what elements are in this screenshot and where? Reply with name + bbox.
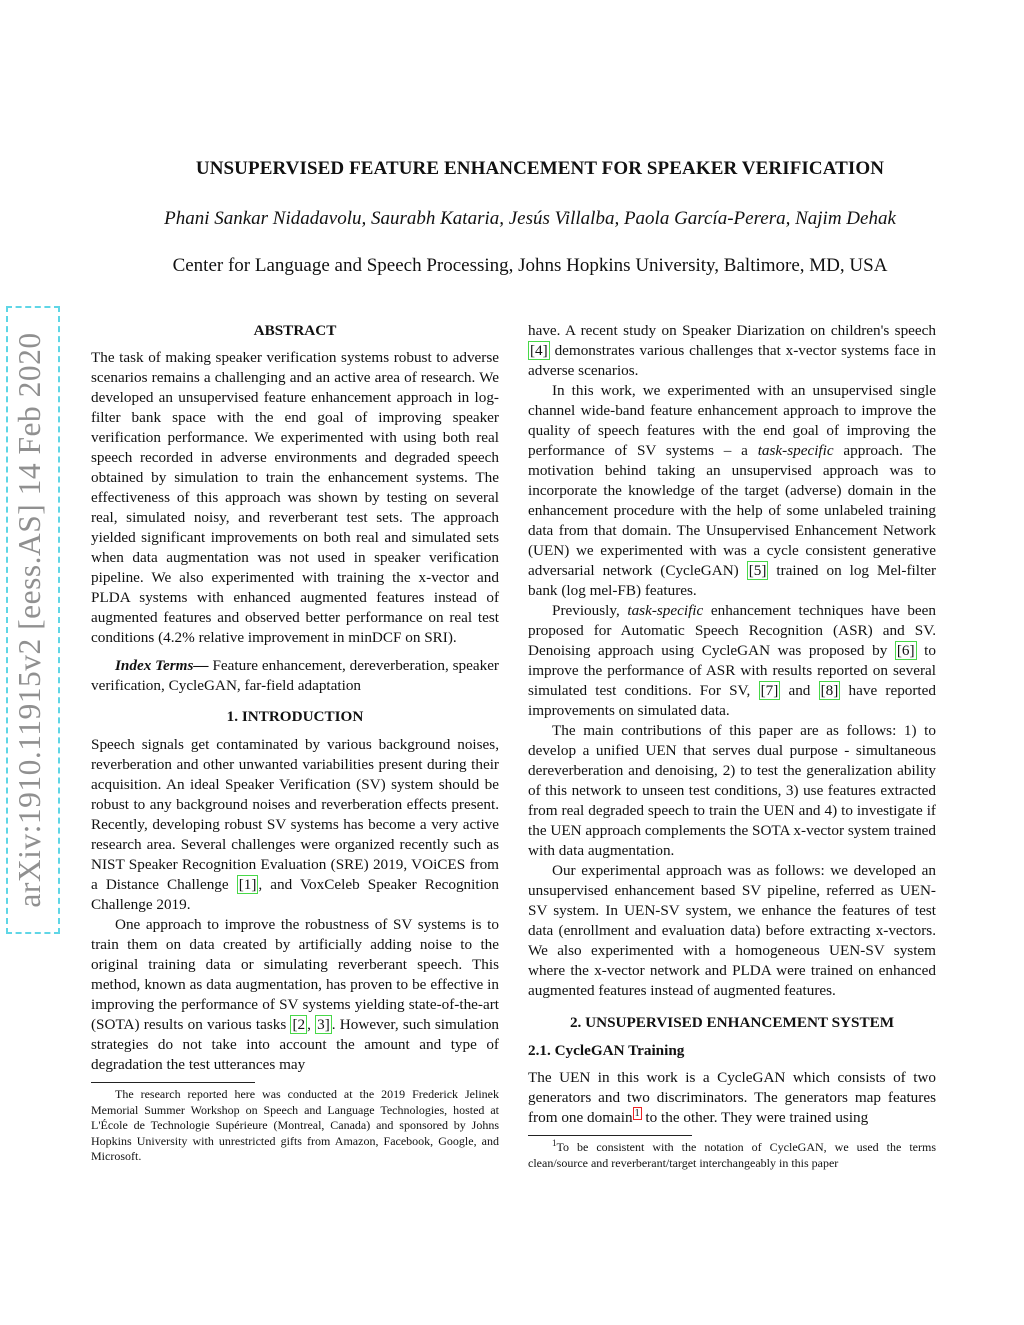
abstract-text: The task of making speaker verification systems robust to adverse scenarios remains a challenging and an active area of research. We developed an unsupervised feature enhancement approach in log-filter bank space with the end goal of improving speaker verification performance. We experimented with using both real speech recorded in adverse environments and degraded speech obtained by simulation to train the enhancement systems. The effectiveness of this approach was shown by testing on several real, simulated noisy, and reverberant test sets. The approach yielded significant improvements on both real and simulated sets when data augmentation was not used in speaker verification pipeline. We also experimented with training the x-vector and PLDA systems with enhanced augmented features instead of augmented features and observed better performance on real test conditions (4.2% relative improvement in minDCF on SRI). bbox=[91, 349, 499, 646]
citation-link[interactable]: [5] bbox=[748, 562, 767, 579]
footnote-marker[interactable]: 1 bbox=[634, 1107, 640, 1119]
right-paragraph-6: The UEN in this work is a CycleGAN which consists of two generators and two discriminators. The generators map features from one domain $^1$ to the other. They were trained using bbox=[528, 1069, 936, 1126]
right-column bbox=[528, 321, 936, 1171]
right-paragraph-2: In this work, we experimented with an unsupervised single channel wide-band feature enhancement approach to improve the quality of speech features with the end goal of improving the performance of SV systems – a task-specific approach. The motivation behind taking an unsupervised approach was to incorporate the knowledge of the target (adverse) domain in the enhancement procedure with the help of some unlabeled training data from that domain. The Unsupervised Enhancement Network (UEN) we experimented with was a cycle consistent generative adversarial network (CycleGAN) [5] trained on log Mel-filter bank (log mel-FB) features. bbox=[528, 382, 936, 599]
arxiv-identifier: arXiv:1910.11915v2 [eess.AS] 14 Feb 2020 bbox=[12, 332, 47, 908]
footnote-rule bbox=[528, 1135, 692, 1136]
citation-link[interactable]: [7] bbox=[760, 682, 779, 699]
abstract-heading: ABSTRACT bbox=[253, 322, 337, 339]
left-column bbox=[91, 321, 499, 1165]
index-terms bbox=[91, 656, 499, 696]
author-list: Phani Sankar Nidadavolu, Saurabh Kataria, Jesús Villalba, Paola García-Perera, Najim Dehak bbox=[164, 208, 896, 229]
footnote-funding: The research reported here was conducted at the 2019 Frederick Jelinek Memorial Summer Workshop on Speech and Language Technologies, hosted at L'École de Technologie Supérieure (Montreal, Canada) and sponsored by Johns Hopkins University with unrestricted gifts from Amazon, Facebook, Google, and Microsoft. bbox=[91, 1087, 499, 1163]
section-2-heading: 2. UNSUPERVISED ENHANCEMENT SYSTEM bbox=[569, 1014, 895, 1031]
intro-paragraph-1: Speech signals get contaminated by various background noises, reverberation and other unwanted variabilities present during their acquisition. An ideal Speaker Verification (SV) system should be robust to any background noises and reverberation effects present. Recently, developing robust SV systems has become a very active research area. Several challenges were organized recently such as NIST Speaker Recognition Evaluation (SRE) 2019, VOiCES from a Distance Challenge [1] , and VoxCeleb Speaker Recognition Challenge 2019. bbox=[91, 736, 499, 913]
index-terms-label: Index Terms— bbox=[115, 657, 209, 674]
right-paragraph-5: Our experimental approach was as follows: we developed an unsupervised enhancement based SV pipeline, referred as UEN-SV system. In UEN-SV system, we enhance the features of test data (enrollment and evaluation data) before extracting x-vectors. We also experimented with a homogeneous UEN-SV system where the x-vector network and PLDA were trained on enhanced augmented features instead of augmented features. bbox=[528, 862, 936, 999]
citation-link[interactable]: [8] bbox=[820, 682, 839, 699]
citation-link[interactable]: [1] bbox=[238, 876, 257, 893]
citation-link[interactable]: [6] bbox=[896, 642, 915, 659]
right-paragraph-3: Previously, task-specific enhancement techniques have been proposed for Automatic Speech Recognition (ASR) and SV. Denoising approach using CycleGAN was proposed by [6] to improve the performance of ASR with results reported on several simulated test conditions. For SV, [7] and [8] have reported improvements on simulated data. bbox=[528, 602, 936, 719]
section-2-1-heading: 2.1. CycleGAN Training bbox=[528, 1042, 685, 1059]
affiliation: Center for Language and Speech Processing, Johns Hopkins University, Baltimore, MD, USA bbox=[172, 255, 888, 276]
intro-heading: 1. INTRODUCTION bbox=[226, 708, 364, 725]
citation-link[interactable]: [2 bbox=[292, 1016, 306, 1033]
intro-paragraph-2: One approach to improve the robustness of SV systems is to train them on data created by artificially adding noise to the original training data or simulating reverberant speech. This method, known as data augmentation, has proven to be effective in improving the performance of SV systems yielding state-of-the-art (SOTA) results on various tasks [2 , 3] . However, such simulation strategies do not take into account the amount and type of degradation the test utterances may bbox=[91, 916, 500, 1073]
footnote-rule bbox=[91, 1082, 255, 1083]
footnote-notation: $^1$To be consistent with the notation of CycleGAN, we used the terms clean/source and reverberant/target interchangeably in this paper bbox=[528, 1138, 936, 1170]
index-terms-text: Feature enhancement, dereverberation, speaker verification, CycleGAN, far-field adaptation bbox=[91, 657, 499, 694]
right-paragraph-4: The main contributions of this paper are as follows: 1) to develop a unified UEN that serves dual purpose - simultaneous dereverberation and denoising, 2) to test the generalization ability of this network to unseen test conditions, 3) use features extracted from real degraded speech to train the UEN and 4) to investigate if the UEN approach complements the SOTA x-vector system trained with data augmentation. bbox=[528, 722, 936, 859]
citation-link[interactable]: [4] bbox=[530, 342, 548, 359]
right-paragraph-1: have. A recent study on Speaker Diarization on children's speech [4] demonstrates various challenges that x-vector systems face in adverse scenarios. bbox=[528, 322, 936, 379]
paper-title: UNSUPERVISED FEATURE ENHANCEMENT FOR SPEAKER VERIFICATION bbox=[195, 158, 885, 179]
citation-link[interactable]: 3] bbox=[317, 1016, 330, 1033]
